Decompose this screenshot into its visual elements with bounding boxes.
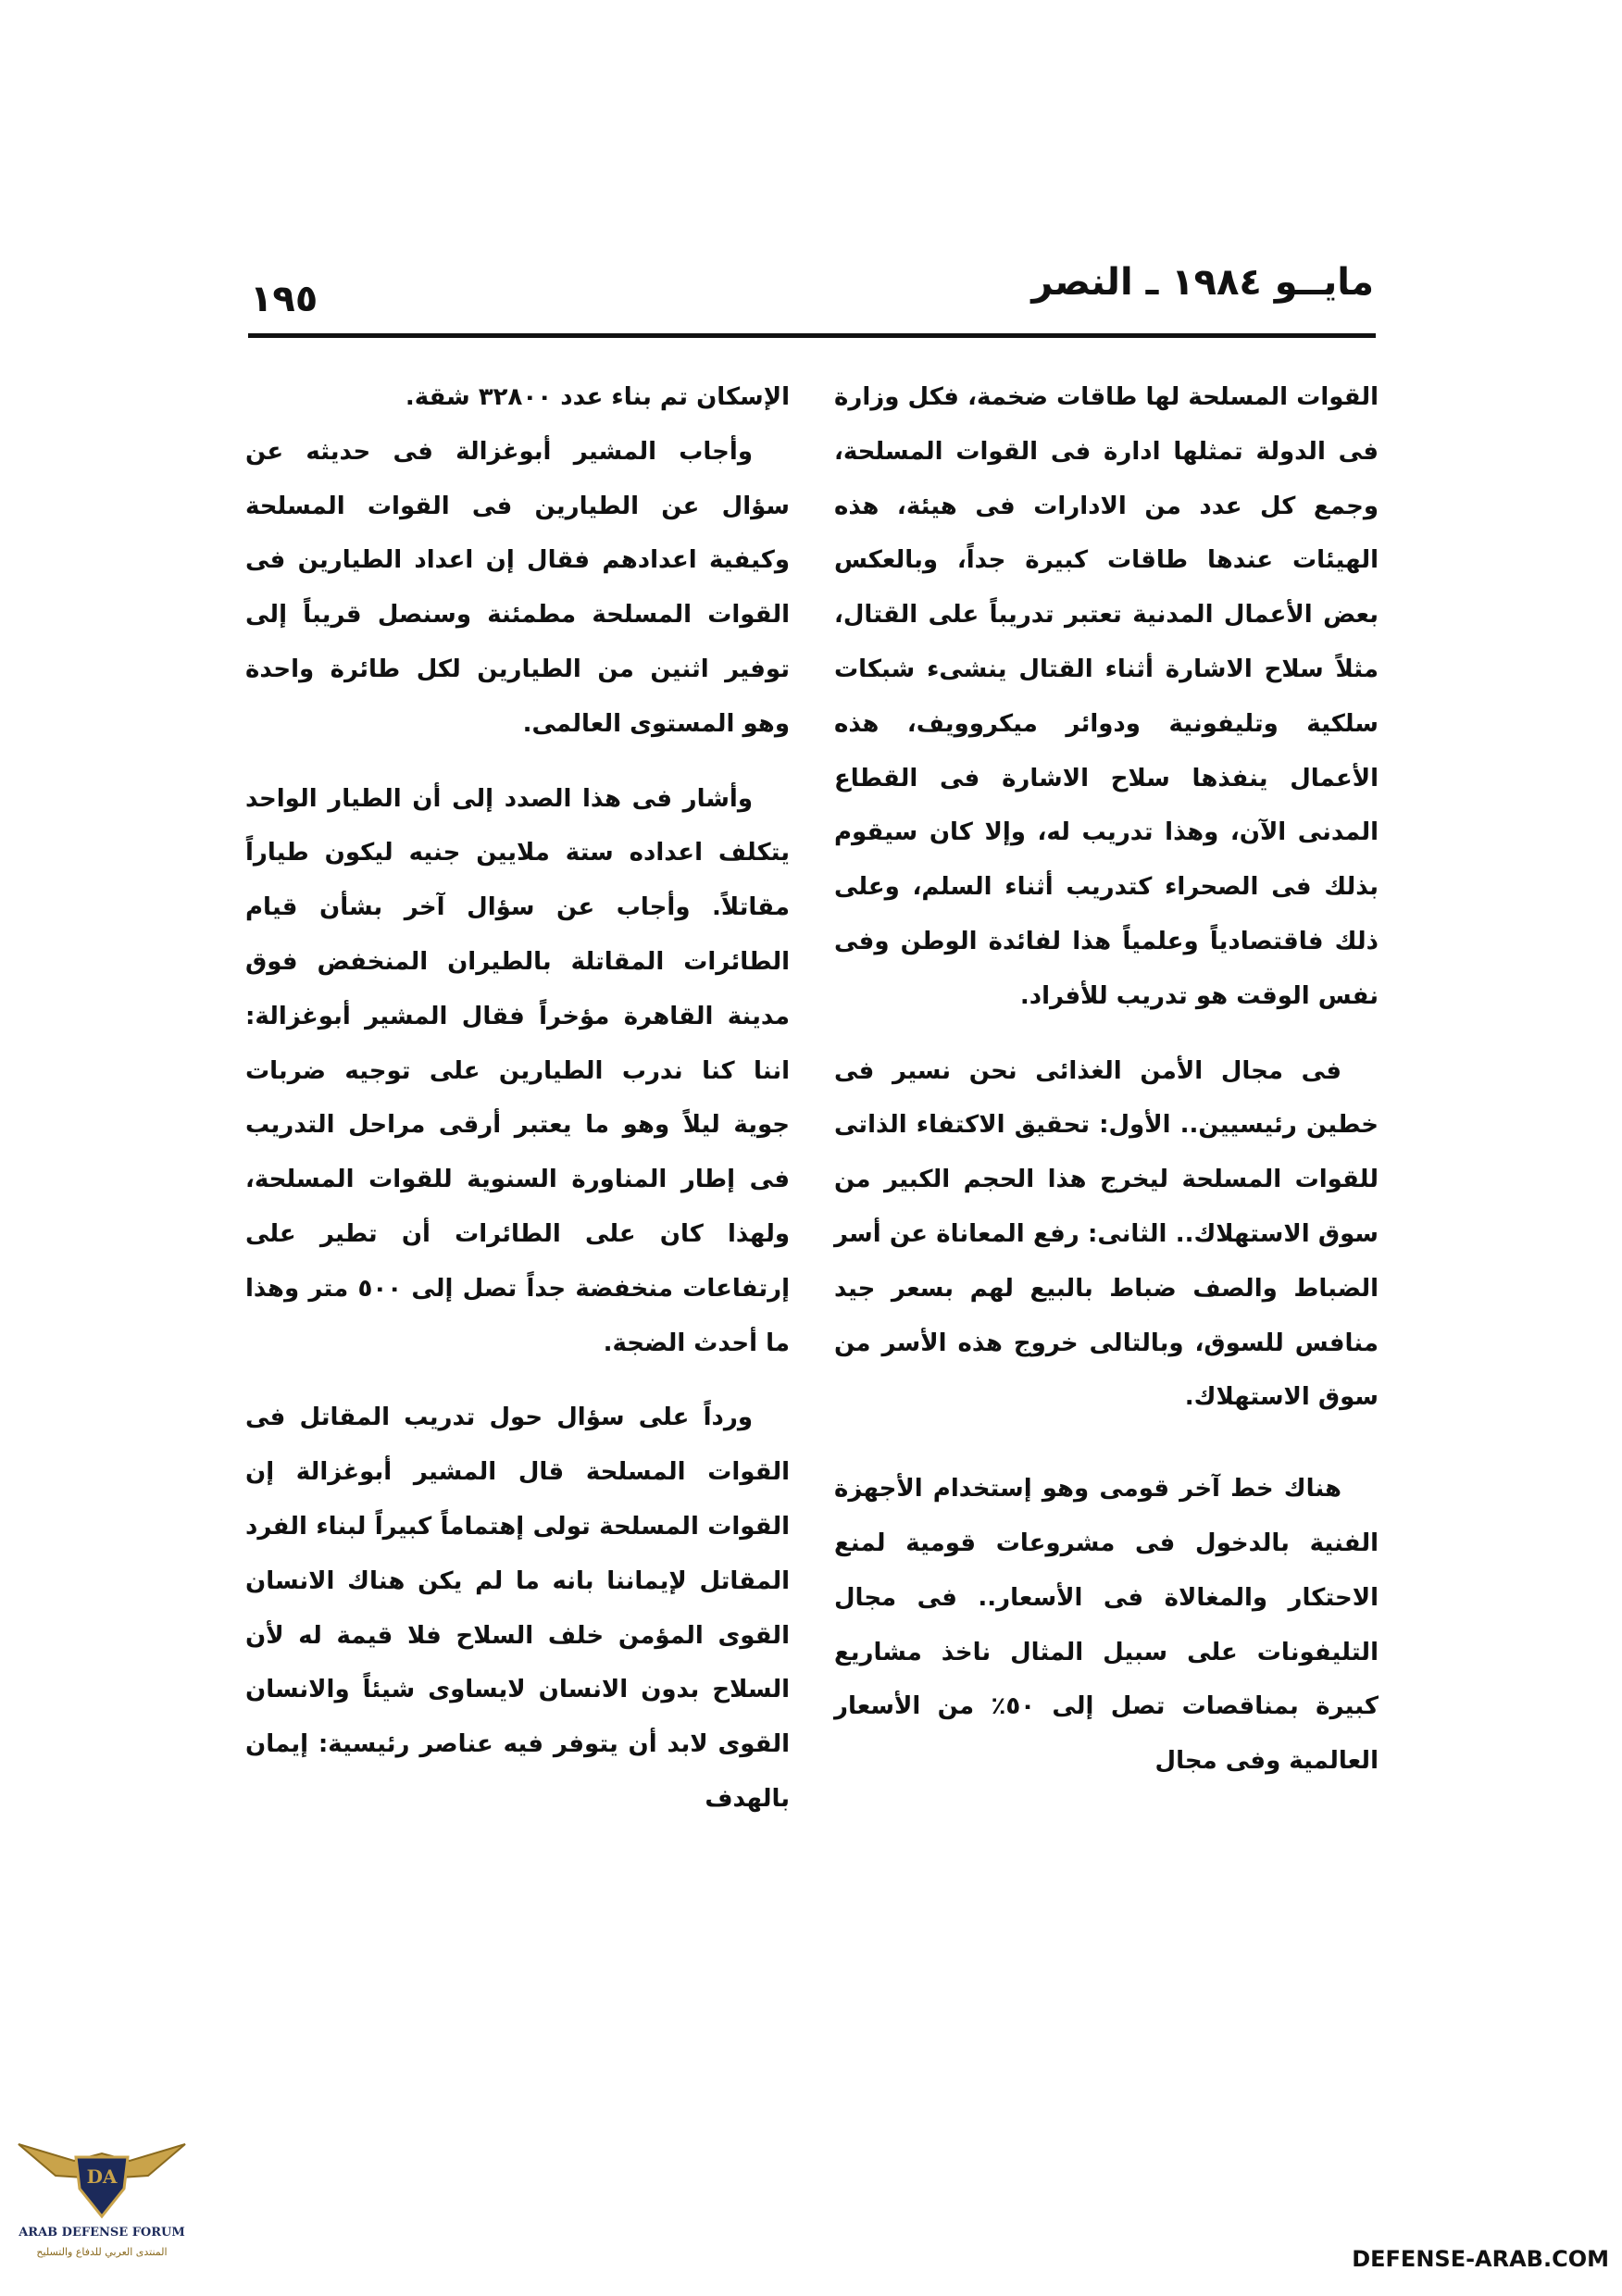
paragraph-left-2: وأجاب المشير أبوغزالة فى حديثه عن سؤال عن الطيارين فى القوات المسلحة وكيفية اعدادهم فقال إن اعداد الطيارين فى القوات المسلحة مطمئنة وسنصل قريباً إلى توفير اثنين من الطيارين لكل طائرة واحدة وهو المستوى العالمى. <box>245 437 790 738</box>
eagle-shield-icon <box>9 2116 194 2227</box>
header-rule <box>248 333 1376 338</box>
logo-title: ARAB DEFENSE FORUM <box>19 2226 185 2240</box>
page-number: ١٩٥ <box>250 278 318 320</box>
left-column <box>245 370 790 1827</box>
paragraph-right-1: القوات المسلحة لها طاقات ضخمة، فكل وزارة فى الدولة تمثلها ادارة فى القوات المسلحة، وجمع كل عدد من الادارات فى هيئة، هذه الهيئات عندها طاقات كبيرة جداً، وبالعكس بعض الأعمال المدنية تعتبر تدريباً على القتال، مثلاً سلاح الاشارة أثناء القتال ينشىء شبكات سلكية وتليفونية ودوائر ميكروويف، هذه الأعمال ينفذها سلاح الاشارة فى القطاع المدنى الآن، وهذا تدريب له، وإلا كان سيقوم بذلك فى الصحراء كتدريب أثناء السلم، وعلى ذلك فاقتصادياً وعلمياً هذا لفائدة الوطن وفى نفس الوقت هو تدريب للأفراد. <box>834 383 1379 1010</box>
running-title: مايــو ١٩٨٤ ـ النصر <box>1031 261 1374 304</box>
logo-subtitle: المنتدى العربي للدفاع والتسليح <box>36 2246 168 2258</box>
paragraph-right-2: فى مجال الأمن الغذائى نحن نسير فى خطين رئيسيين.. الأول: تحقيق الاكتفاء الذاتى للقوات المسلحة ليخرج هذا الحجم الكبير من سوق الاستهلاك.. الثانى: رفع المعاناة عن أسر الضباط والصف ضباط بالبيع لهم بسعر جيد منافس للسوق، وبالتالى خروج هذه الأسر من سوق الاستهلاك. <box>834 1056 1379 1412</box>
paragraph-left-1: الإسكان تم بناء عدد ٣٢٨٠٠ شقة. <box>405 383 790 411</box>
forum-logo <box>9 2116 194 2283</box>
right-column <box>834 370 1379 1789</box>
site-watermark: DEFENSE-ARAB.COM <box>1352 2246 1609 2272</box>
logo-mark: DA <box>86 2165 118 2188</box>
paragraph-left-4: ورداً على سؤال حول تدريب المقاتل فى القوات المسلحة قال المشير أبوغزالة إن القوات المسلحة تولى إهتماماً كبيراً لبناء الفرد المقاتل لإيماننا بانه ما لم يكن هناك الانسان القوى المؤمن خلف السلاح فلا قيمة له لأن السلاح بدون الانسان لايساوى شيئاً والانسان القوى لابد أن يتوفر فيه عناصر رئيسية: إيمان بالهدف <box>245 1404 790 1813</box>
paragraph-right-3: هناك خط آخر قومى وهو إستخدام الأجهزة الفنية بالدخول فى مشروعات قومية لمنع الاحتكار والمغالاة فى الأسعار.. فى مجال التليفونات على سبيل المثال ناخذ مشاريع كبيرة بمناقصات تصل إلى ٥٠٪ من الأسعار العالمية وفى مجال <box>834 1475 1379 1776</box>
paragraph-left-3: وأشار فى هذا الصدد إلى أن الطيار الواحد يتكلف اعداده ستة ملايين جنيه ليكون طياراً مقاتلاً. وأجاب عن سؤال آخر بشأن قيام الطائرات المقاتلة بالطيران المنخفض فوق مدينة القاهرة مؤخراً فقال المشير أبوغزالة: اننا كنا ندرب الطيارين على توجيه ضربات جوية ليلاً وهو ما يعتبر أرقى مراحل التدريب فى إطار المناورة السنوية للقوات المسلحة، ولهذا كان على الطائرات أن تطير على إرتفاعات منخفضة جداً تصل إلى ٥٠٠ متر وهذا ما أحدث الضجة. <box>245 784 790 1357</box>
page-header <box>250 261 1374 344</box>
